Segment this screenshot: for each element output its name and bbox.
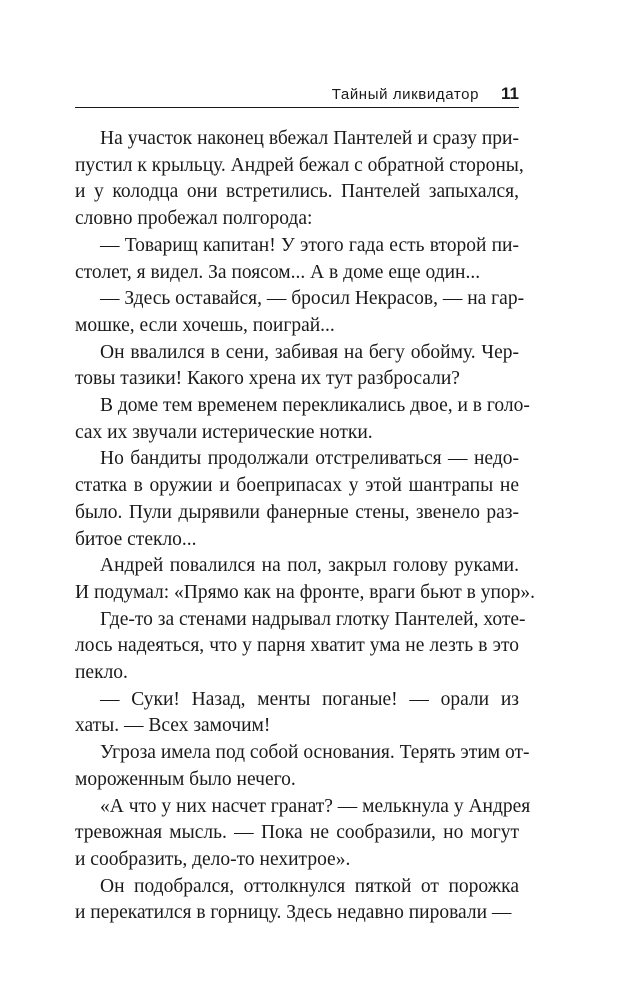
paragraph	[75, 687, 519, 740]
page-number: 11	[501, 84, 519, 103]
paragraph	[75, 553, 536, 606]
text-line: — Здесь оставайся, — бросил Некрасов, — на гар-	[100, 288, 525, 310]
text-line: И подумал: «Прямо как на фронте, враги бьют в упор».	[75, 581, 536, 603]
text-line: и сообразить, дело-то нехитрое».	[75, 848, 351, 870]
text-line: мошке, если хочешь, поиграй...	[75, 314, 335, 336]
text-line: словно пробежал полгорода:	[75, 208, 313, 230]
paragraph	[75, 340, 519, 393]
text-line: и перекатился в горницу. Здесь недавно пировали —	[75, 902, 512, 924]
text-line: пекло.	[75, 662, 128, 684]
paragraph	[75, 740, 530, 793]
text-line: тревожная мысль. — Пока не сообразили, но могут	[75, 822, 519, 844]
text-line: и у колодца они встретились. Пантелей запыхался,	[75, 181, 519, 203]
header-rule	[75, 107, 519, 108]
text-line: столет, я видел. За поясом... А в доме еще один...	[75, 261, 481, 283]
running-header	[75, 84, 519, 106]
text-line: было. Пули дырявили фанерные стены, звенело раз-	[75, 501, 519, 523]
text-line: — Суки! Назад, менты поганые! — орали из	[100, 688, 519, 710]
paragraph	[75, 874, 519, 927]
paragraph	[75, 126, 524, 233]
text-line: На участок наконец вбежал Пантелей и сразу при-	[100, 128, 519, 149]
text-line: битое стекло...	[75, 528, 197, 550]
running-title: Тайный ликвидатор	[331, 86, 480, 103]
text-line: хаты. — Всех замочим!	[75, 715, 271, 737]
text-line: Андрей повалился на пол, закрыл голову руками.	[100, 555, 519, 577]
paragraph	[75, 393, 530, 446]
paragraph	[75, 286, 525, 339]
text-line: Он подобрался, оттолкнулся пяткой от порожка	[100, 875, 519, 897]
paragraph	[75, 607, 526, 687]
text-line: статка в оружии и боеприпасах у этой шантрапы не	[75, 475, 519, 497]
text-line: мороженным было нечего.	[75, 768, 296, 790]
text-line: товы тазики! Какого хрена их тут разбросали?	[75, 368, 460, 390]
paragraph	[75, 233, 519, 286]
text-line: В доме тем временем перекликались двое, и в голо-	[100, 395, 530, 417]
text-line: Угроза имела под собой основания. Терять этим от-	[100, 742, 530, 764]
text-line: лось надеяться, что у парня хватит ума не лезть в это	[75, 635, 519, 657]
text-line: сах их звучали истерические нотки.	[75, 421, 373, 443]
paragraph	[75, 794, 531, 874]
text-line: Где-то за стенами надрывал глотку Пантелей, хоте-	[100, 608, 526, 630]
text-line: «А что у них насчет гранат? — мелькнула у Андрея	[100, 795, 531, 817]
text-line: Но бандиты продолжали отстреливаться — недо-	[100, 448, 519, 470]
body-text	[75, 126, 536, 927]
text-line: Он ввалился в сени, забивая на бегу обойму. Чер-	[100, 341, 519, 363]
text-line: пустил к крыльцу. Андрей бежал с обратной стороны,	[75, 154, 524, 176]
paragraph	[75, 446, 519, 553]
text-line: — Товарищ капитан! У этого гада есть второй пи-	[100, 234, 519, 256]
